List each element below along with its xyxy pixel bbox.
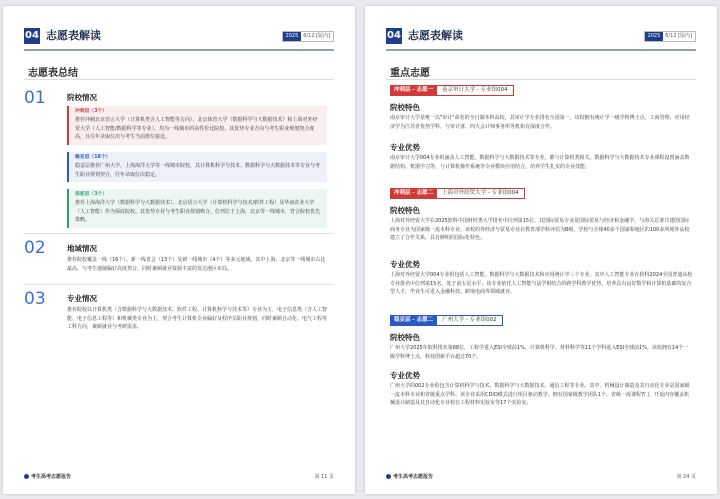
left-page <box>3 6 355 494</box>
tier-tag: 保底层（3个） <box>75 192 108 197</box>
advantage-text: 南京审计大学004专业组涵盖人工智能、数据科学与大数据技术等专业，都与计算机类相关。数据科学与大数据技术专业课程设置涵盖数据结构、机器学习等，与计算机操作系统等专业模块应用结合，培养学生扎实的专业技能。 <box>390 155 690 170</box>
section-rule <box>386 79 696 80</box>
chapter-title: 志愿表解读 <box>46 29 101 42</box>
date-day: 6/12 <box>665 33 677 39</box>
block-divider <box>24 233 334 234</box>
block-text: 推荐院校以计算机类（含数据科学与大数据技术、软件工程、计算机科学与技术等）专业为主，电子信息类（含人工智能、电子信息工程等）和机械类专业为主，契合考生计算机专业偏好及程序员职业规划，同时兼顾自动化、电气工程等工科方向，兼顾就业与考研需求。 <box>67 307 328 331</box>
page-header <box>386 28 696 44</box>
advantage-text: 广州大学的002专业组包含计算机科学与技术、数据科学与大数据技术、通信工程等专业。其中，机械设计制造及其自动化专业是国家级一流本科专业和省级重点学科。该专业采用CDIO模式进行项目驱动教学，拥有国家级教学团队1个、省级一流课程7门，开设内容覆盖机械设计制造及其自动化专业校在工程材料实验室等17个实验室。 <box>390 383 690 407</box>
tier-box-reach <box>67 106 327 145</box>
choice-university: 南京审计大学 - 专业组004 <box>437 85 513 96</box>
choice-university: 广州大学 - 专业组002 <box>437 315 502 326</box>
tier-text: 推荐上海海洋大学（数据科学与大数据技术）、北京语言大学（计算机科学与技术/软件工程）及华南农业大学（人工智能）作为保底院校。其优势专业与考生职业规划吻合，位列位于上海、北京等一线城市，符合院校优先策略。 <box>75 200 321 224</box>
page-number: 第 24 页 <box>676 474 696 480</box>
section-rule <box>24 79 334 80</box>
choice-label <box>390 188 525 199</box>
block-divider <box>24 284 334 285</box>
tier-tag: 冲刺层（3个） <box>75 109 108 114</box>
feature-text: 广州大学2025年软科排名第68位，工程学进入ESI全球前1%，计算机科学、材料科学等11个学科进入ESI全球前1%。该校拥有14个一级学科博士点，科技创新平台超过70个。 <box>390 345 689 360</box>
page-header <box>24 28 334 44</box>
section-title: 志愿表总结 <box>28 68 78 79</box>
chapter-number: 04 <box>24 28 40 44</box>
block-number: 02 <box>24 238 46 258</box>
chapter-number: 04 <box>386 28 402 44</box>
advantage-text: 上海对外经贸大学004专业组包括人工智能、数据科学与大数据技术和应用统计学三个专业，其中人工智能专业在软科2024全国普通高校专业排名中位列第15名，处于前五星水平。该专业依托人工智能与法学相结合的跨学科教学优势，培养具有良好数学和计算机基础的复合型人才，毕业生可进入金融科技、跨境电商等领域就业。 <box>390 272 693 296</box>
date-edition: [版内] <box>678 33 692 39</box>
date-year: 2025 <box>645 32 664 41</box>
block-title: 地域情况 <box>67 244 97 253</box>
tier-box-safety <box>67 189 327 228</box>
tier-text: 稳妥层推荐广州大学、上海海洋大学等一线城市院校，其计算机科学与技术、数据科学与大数据技术等专业与考生职业规划契合，往年录取位次稳定。 <box>75 163 321 178</box>
header-rule <box>24 49 334 51</box>
chapter-title: 志愿表解读 <box>408 29 463 42</box>
choice-level: 冲刺层 - 志愿二 <box>390 188 437 199</box>
choice-level: 冲刺层 - 志愿一 <box>390 85 437 96</box>
date-edition: [版内] <box>316 33 330 39</box>
right-page <box>365 6 717 494</box>
section-title: 重点志愿 <box>390 68 430 79</box>
date-year: 2025 <box>283 32 302 41</box>
advantage-heading: 专业优势 <box>390 143 420 152</box>
block-number: 03 <box>24 289 46 309</box>
footer-brand: 考生高考志愿报告 <box>386 473 433 480</box>
tier-tag: 稳妥层（18个） <box>75 155 111 160</box>
advantage-heading: 专业优势 <box>390 371 420 380</box>
block-text: 推荐院校覆盖一线（16个）、新一线省会（13个）及新一线城市（4个）等多元地域。其中上海、北京等一线城市占比最高，与考生地域偏好高度契合，同时兼顾就业资源丰富的发达地区布局。 <box>67 257 326 272</box>
date-day: 6/12 <box>303 33 315 39</box>
feature-text: 上海对外经贸大学在2025软科中国财经类大学排名中位列第15位，其国际贸易专业是国际贸易与经济和金融学，与海关总署共建的国际商务专业为国家级一流本科专业。该校的外经济与贸易专业在教育部学科评估为B级，学校与全球40多个国家和地区的100多所境外高校建立了合作关系，具有鲜明的国际化特色。 <box>390 218 690 242</box>
brand-logo-icon <box>386 474 391 479</box>
choice-university: 上海对外经贸大学 - 专业组004 <box>437 188 524 199</box>
choice-label <box>390 315 503 326</box>
brand-logo-icon <box>24 474 29 479</box>
date-badge <box>282 31 334 42</box>
header-rule <box>386 49 696 51</box>
block-number: 01 <box>24 88 46 108</box>
tier-text: 推荐冲刺北京语言大学（计算机类含人工智能等方向）、北京体育大学（数据科学与大数据技术）和上海对外经贸大学（人工智能/数据科学等专业），均为一线城市的高性价比院校。其优势专业方向与考生职业规划契合度高，且往年录取位次与考生当前排位接近。 <box>75 117 318 141</box>
choice-level: 稳妥层 - 志愿二 <box>390 315 437 326</box>
page-number: 第 11 页 <box>314 474 334 480</box>
feature-text: 南京审计大学是唯一以"审计"命名的全日制本科高校，其审计学专业排名全国第一。该校拥有统计学一级学科博士点，工商管理、应用经济学为江苏省优势学科，与审计署、四大会计师事务所等机构有深度合作。 <box>390 115 690 130</box>
advantage-heading: 专业优势 <box>390 260 420 269</box>
date-badge <box>644 31 696 42</box>
feature-heading: 院校特色 <box>390 206 420 215</box>
feature-heading: 院校特色 <box>390 103 420 112</box>
block-title: 专业情况 <box>67 294 97 303</box>
block-title: 院校情况 <box>67 93 97 102</box>
tier-box-stable <box>67 152 327 182</box>
feature-heading: 院校特色 <box>390 333 420 342</box>
choice-label <box>390 85 514 96</box>
footer-brand: 考生高考志愿报告 <box>24 473 71 480</box>
